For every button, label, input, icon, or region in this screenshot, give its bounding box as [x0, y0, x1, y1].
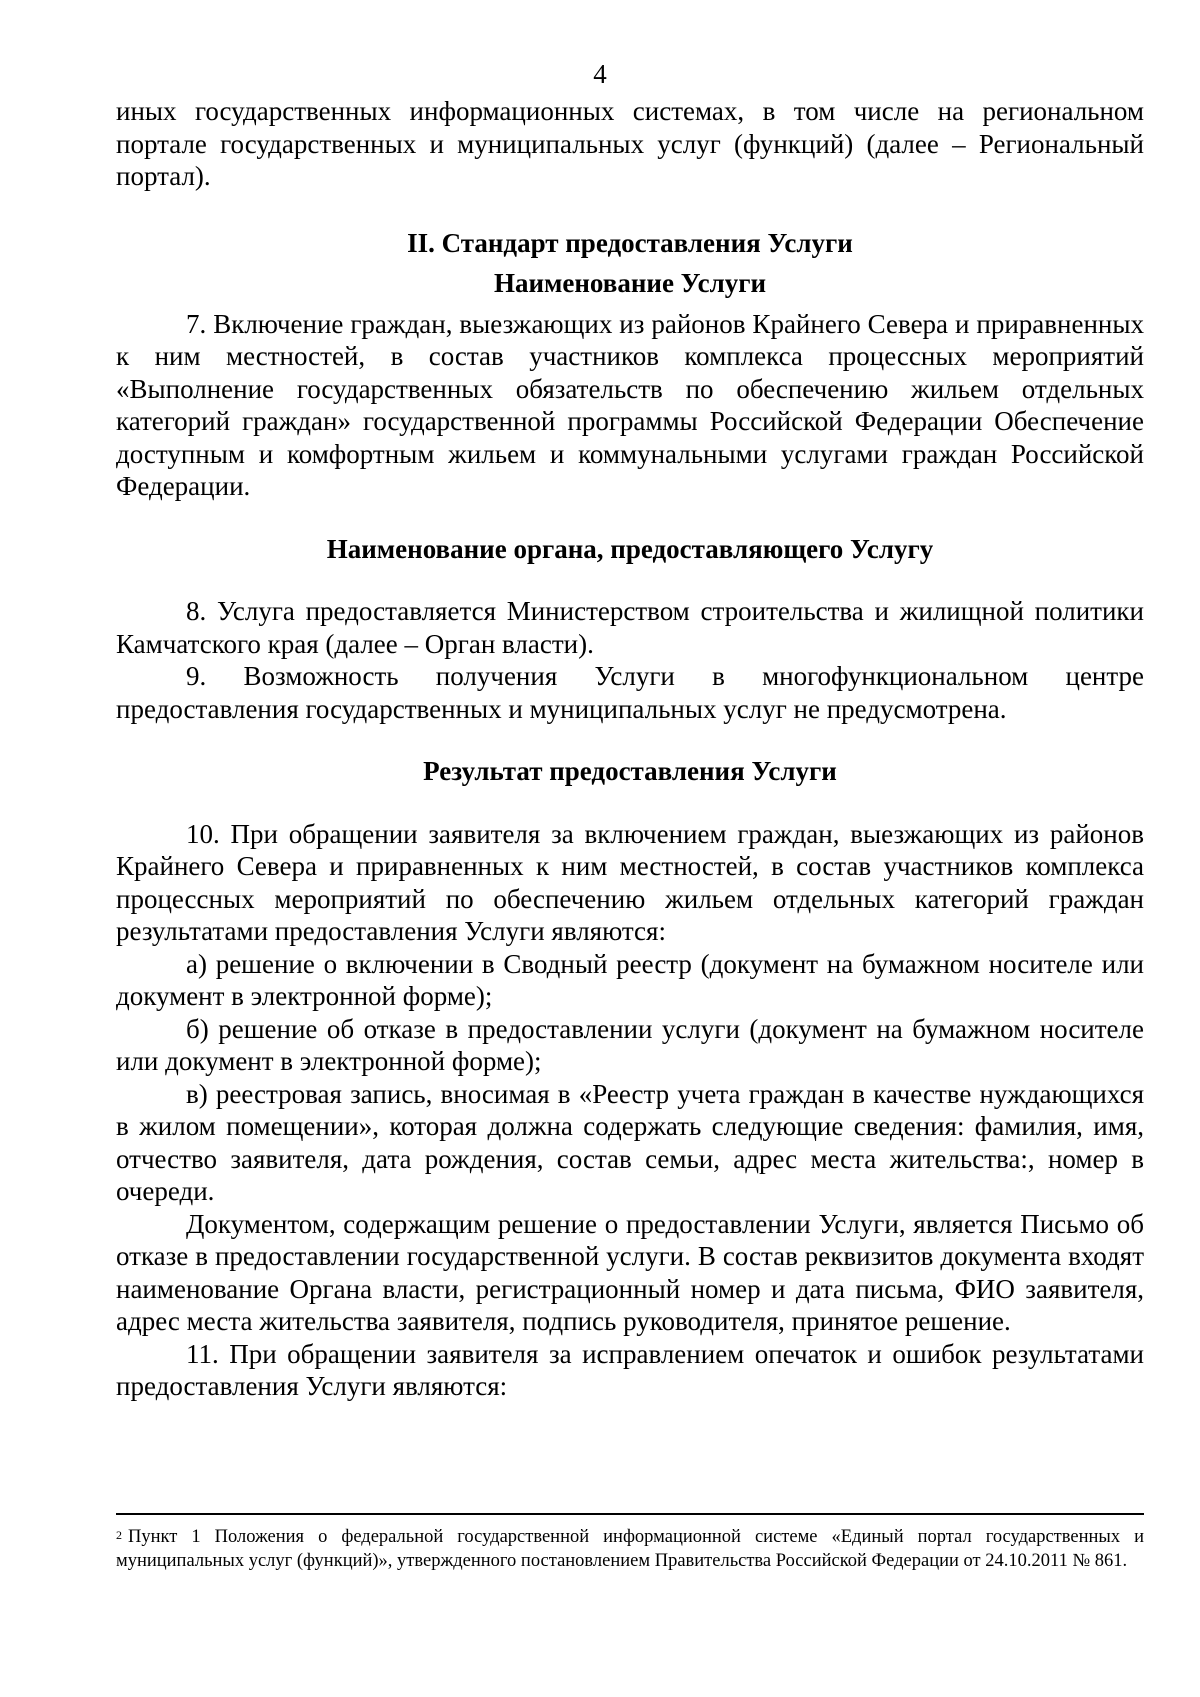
- footnote-text: Пункт 1 Положения о федеральной государственной информационной системе «Единый портал государственных и муниципальных услуг (функций)», утвержденного постановлением Правительства Российской Федерации от 24.10.2011 № 861.: [116, 1527, 1144, 1571]
- paragraph-11: 11. При обращении заявителя за исправлением опечаток и ошибок результатами предоставления Услуги являются:: [116, 1338, 1144, 1401]
- subsection-heading-organ: Наименование органа, предоставляющего Услугу: [326, 533, 934, 564]
- paragraph-8: 8. Услуга предоставляется Министерством строительства и жилищной политики Камчатского края (далее – Орган власти).: [116, 596, 1144, 659]
- subsection-heading-name: Наименование Услуги: [493, 268, 767, 298]
- subsection-heading-result: Результат предоставления Услуги: [423, 756, 837, 786]
- section-title: II. Стандарт предоставления Услуги: [407, 227, 853, 258]
- intro-paragraph: иных государственных информационных системах, в том числе на региональном портале государственных и муниципальных услуг (функций) (далее – Региональный портал).: [116, 96, 1144, 191]
- footnote-marker: 2: [116, 1528, 122, 1542]
- page-number: 4: [593, 59, 607, 89]
- footnote-divider: [116, 1513, 1144, 1515]
- paragraph-10: 10. При обращении заявителя за включением граждан, выезжающих из районов Крайнего Севера и приравненных к ним местностей, в состав участников комплекса процессных мероприятий по обеспечению жильем отдельных категорий граждан результатами предоставления Услуги являются:: [116, 818, 1144, 946]
- list-item-a: а) решение о включении в Сводный реестр (документ на бумажном носителе или документ в электронной форме);: [116, 948, 1144, 1011]
- paragraph-7: 7. Включение граждан, выезжающих из районов Крайнего Севера и приравненных к ним местностей, в состав участников комплекса процессных мероприятий «Выполнение государственных обязательств по обеспечению жильем отдельных категорий граждан» государственной программы Российской Федерации Обеспечение доступным и комфортным жильем и коммунальными услугами граждан Российской Федерации.: [116, 308, 1144, 501]
- document-body: [116, 95, 1144, 1403]
- paragraph-9: 9. Возможность получения Услуги в многофункциональном центре предоставления государственных и муниципальных услуг не предусмотрена.: [116, 661, 1144, 724]
- footnote: [116, 1525, 1144, 1573]
- document-paragraph: Документом, содержащим решение о предоставлении Услуги, является Письмо об отказе в предоставлении государственной услуги. В состав реквизитов документа входят наименование Органа власти, регистрационный номер и дата письма, ФИО заявителя, адрес места жительства заявителя, подпись руководителя, принятое решение.: [116, 1208, 1144, 1336]
- list-item-b: б) решение об отказе в предоставлении услуги (документ на бумажном носителе или документ в электронной форме);: [116, 1013, 1144, 1076]
- list-item-v: в) реестровая запись, вносимая в «Реестр учета граждан в качестве нуждающихся в жилом помещении», которая должна содержать следующие сведения: фамилия, имя, отчество заявителя, дата рождения, состав семьи, адрес места жительства:, номер в очереди.: [116, 1078, 1144, 1206]
